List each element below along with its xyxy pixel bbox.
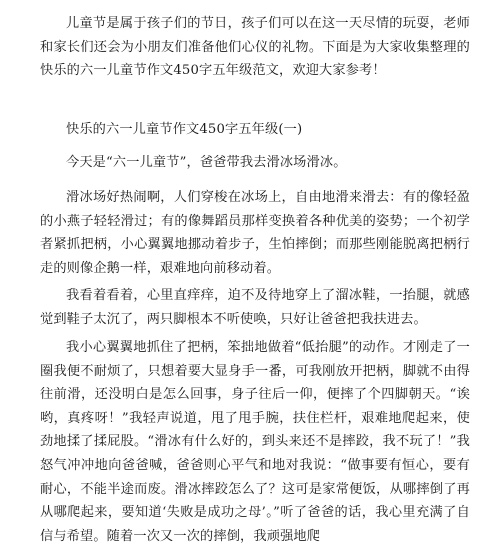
body-paragraph: 滑冰场好热闹啊，人们穿梭在冰场上，自由地滑来滑去：有的像轻盈的小燕子轻轻滑过；有的像舞蹈员那样变换着各种优美的姿势；一个初学者紧抓把柄，小心翼翼地挪动着步子，生怕摔倒；而那些刚能脱离把柄行走的则像企鹅一样，艰难地向前移动着。 xyxy=(40,190,470,276)
section-title: 快乐的六一儿童节作文450字五年级(一) xyxy=(66,122,303,137)
body-paragraph: 我小心翼翼地抓住了把柄，笨拙地做着“低抬腿”的动作。才刚走了一圈我便不耐烦了，只想着要大显身手一番，可我刚放开把柄，脚就不由得往前滑，还没明白是怎么回事，身子往后一仰，便摔了个四脚朝天。“诶哟，真疼呀！”我轻声说道，甩了甩手腕，扶住栏杆，艰难地爬起来，使劲地揉了揉屁股。“滑冰有什么好的，到头来还不是摔跤，我不玩了！”我怒气冲冲地向爸爸喊，爸爸则心平气和地对我说：“做事要有恒心，要有耐心，不能半途而废。滑冰摔跤怎么了？这可是家常便饭，从哪摔倒了再从哪爬起来，要知道‘失败是成功之母’。”听了爸爸的话，我心里充满了自信与希望。随着一次又一次的摔倒，我顽强地爬 xyxy=(40,340,470,544)
body-paragraph: 今天是“六一儿童节”，爸爸带我去滑冰场滑冰。 xyxy=(66,155,347,170)
intro-paragraph: 儿童节是属于孩子们的节日，孩子们可以在这一天尽情的玩耍，老师和家长们还会为小朋友们准备他们心仪的礼物。下面是为大家收集整理的快乐的六一儿童节作文450字五年级范文，欢迎大家参考！ xyxy=(40,16,470,79)
body-paragraph: 我看着看着，心里直痒痒，迫不及待地穿上了溜冰鞋，一抬腿，就感觉到鞋子太沉了，两只脚根本不听使唤，只好让爸爸把我扶进去。 xyxy=(40,288,470,327)
